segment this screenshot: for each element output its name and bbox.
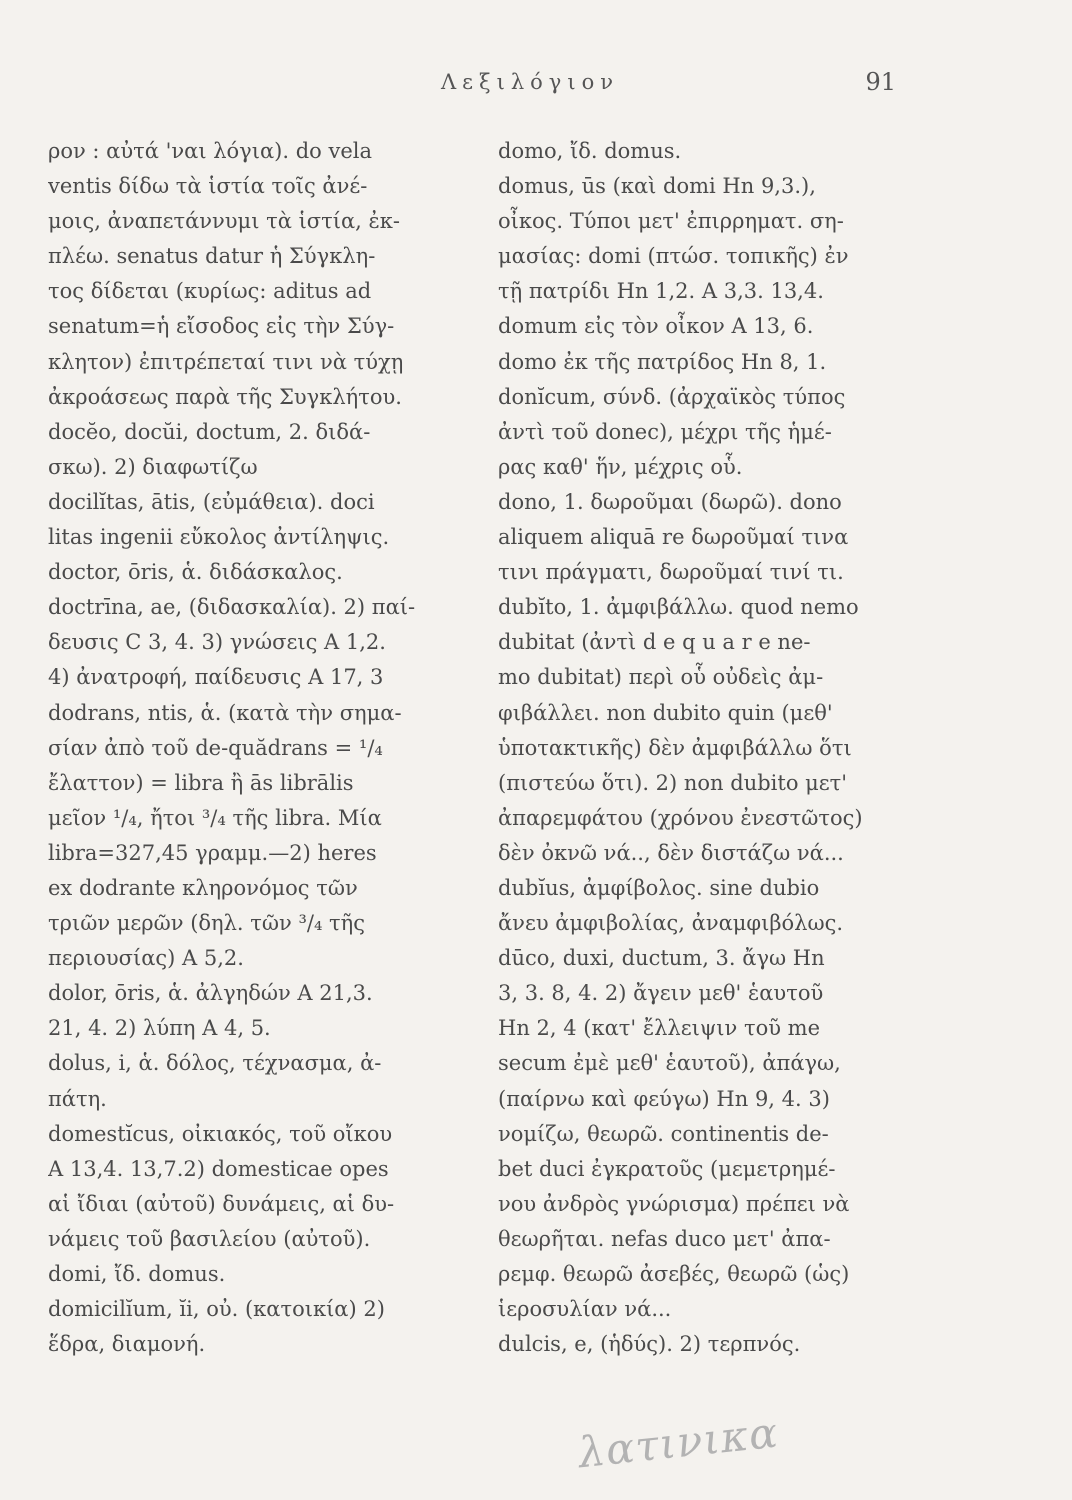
entry-line: doctor, ōris, ἁ. διδάσκαλος. (48, 560, 343, 585)
entry-line: dubitat (ἀντὶ d e q u a r e ne- (498, 630, 811, 655)
entry-line: νομίζω, θεωρῶ. continentis de- (498, 1121, 829, 1146)
entry-line: θεωρῆται. nefas duco μετ' ἀπα- (498, 1226, 831, 1251)
entry-line: φιβάλλει. non dubito quin (μεθ' (498, 700, 833, 725)
entry-line: ἀντὶ τοῦ donec), μέχρι τῆς ἡμέ- (498, 419, 832, 444)
entry-line: domo, ἴδ. domus. (498, 139, 682, 163)
entry-line: ἀπαρεμφάτου (χρόνου ἐνεστῶτος) (498, 805, 863, 830)
entry-line: 4) ἀνατροφή, παίδευσις A 17, 3 (48, 665, 384, 690)
entry-line: τῇ πατρίδι Hn 1,2. A 3,3. 13,4. (498, 279, 824, 304)
entry-line: dolor, ōris, ἁ. ἀλγηδών A 21,3. (48, 981, 373, 1006)
entry-line: νου ἀνδρὸς γνώρισμα) πρέπει νὰ (498, 1191, 850, 1216)
entry-line: σκω). 2) διαφωτίζω (48, 454, 258, 479)
entry-line: ex dodrante κληρονόμος τῶν (48, 875, 358, 900)
entry-line: οἶκος. Τύποι μετ' ἐπιρρηματ. ση- (498, 209, 844, 234)
entry-line: domicilĭum, ĭi, οὐ. (κατοικία) 2) (48, 1297, 385, 1322)
entry-line: αἱ ἴδιαι (αὐτοῦ) δυνάμεις, αἱ δυ- (48, 1191, 395, 1216)
entry-line: aliquem aliquā re δωροῦμαί τινα (498, 525, 849, 550)
entry-line: dubĭus, ἀμφίβολος. sine dubio (498, 875, 820, 900)
entry-line: τριῶν μερῶν (δηλ. τῶν ³/₄ τῆς (48, 911, 366, 936)
entry-line: Hn 2, 4 (κατ' ἔλλειψιν τοῦ me (498, 1016, 821, 1041)
entry-line: dubĭto, 1. ἀμφιβάλλω. quod nemo (498, 595, 859, 620)
entry-line: μοις, ἀναπετάννυμι τὰ ἱστία, ἐκ- (48, 209, 401, 234)
entry-line: domi, ἴδ. domus. (48, 1262, 226, 1286)
right-column (498, 134, 908, 1362)
entry-line: ventis δίδω τὰ ἱστία τοῖς ἀνέ- (48, 174, 368, 199)
entry-line: domum εἰς τὸν οἶκον A 13, 6. (498, 314, 814, 339)
entry-line: δευσις C 3, 4. 3) γνώσεις A 1,2. (48, 630, 386, 655)
entry-line: πλέω. senatus datur ἡ Σύγκλη- (48, 244, 376, 269)
entry-line: secum ἐμὲ μεθ' ἑαυτοῦ), ἀπάγω, (498, 1051, 841, 1076)
entry-line: libra=327,45 γραμμ.—2) heres (48, 840, 377, 865)
entry-line: τος δίδεται (κυρίως: aditus ad (48, 279, 372, 304)
entry-line: σίαν ἀπὸ τοῦ de-quădrans = ¹/₄ (48, 735, 383, 760)
entry-line: docĕo, docŭi, doctum, 2. διδά- (48, 419, 371, 444)
page-number: 91 (865, 68, 896, 96)
entry-line: ἀκροάσεως παρὰ τῆς Συγκλήτου. (48, 384, 402, 409)
running-head: Λεξιλόγιον (441, 70, 619, 94)
entry-line: ἄνευ ἀμφιβολίας, ἀναμφιβόλως. (498, 911, 844, 936)
entry-line: mo dubitat) περὶ οὗ οὐδεὶς ἀμ- (498, 665, 824, 690)
entry-line: dodrans, ntis, ἁ. (κατὰ τὴν σημα- (48, 700, 402, 725)
entry-line: dolus, i, ἁ. δόλος, τέχνασμα, ἀ- (48, 1051, 382, 1076)
handwritten-annotation: λατινικα (575, 1407, 781, 1478)
entry-line: doctrīna, ae, (διδασκαλία). 2) παί- (48, 595, 416, 620)
entry-line: ρον : αὐτά 'ναι λόγια). do vela (48, 139, 372, 163)
entry-line: κλητον) ἐπιτρέπεταί τινι νὰ τύχῃ (48, 349, 404, 374)
entry-line: 3, 3. 8, 4. 2) ἄγειν μεθ' ἑαυτοῦ (498, 981, 824, 1006)
entry-line: domestĭcus, οἰκιακός, τοῦ οἴκου (48, 1121, 393, 1146)
entry-line: περιουσίας) A 5,2. (48, 946, 244, 971)
entry-line: dono, 1. δωροῦμαι (δωρῶ). dono (498, 489, 842, 514)
entry-line: litas ingenii εὔκολος ἀντίληψις. (48, 525, 390, 550)
entry-line: dūco, duxi, ductum, 3. ἄγω Hn (498, 946, 825, 971)
entry-line: senatum=ἡ εἴσοδος εἰς τὴν Σύγ- (48, 314, 395, 339)
entry-line: ἱεροσυλίαν νά... (498, 1297, 672, 1322)
entry-line: μεῖον ¹/₄, ἤτοι ³/₄ τῆς libra. Μία (48, 805, 382, 830)
entry-line: (παίρνω καὶ φεύγω) Hn 9, 4. 3) (498, 1086, 830, 1111)
entry-line: bet duci ἐγκρατοῦς (μεμετρημέ- (498, 1156, 836, 1181)
entry-line: domus, ūs (καὶ domi Hn 9,3.), (498, 174, 816, 199)
entry-line: μασίας: domi (πτώσ. τοπικῆς) ἐν (498, 244, 849, 269)
entry-line: πάτη. (48, 1086, 107, 1111)
entry-line: ρεμφ. θεωρῶ ἀσεβές, θεωρῶ (ὡς) (498, 1262, 850, 1286)
entry-line: ρας καθ' ἥν, μέχρις οὗ. (498, 454, 743, 479)
entry-line: (πιστεύω ὅτι). 2) non dubito μετ' (498, 770, 848, 795)
entry-line: docilĭtas, ātis, (εὐμάθεια). doci (48, 489, 375, 514)
entry-line: ἔλαττον) = libra ἢ ās librālis (48, 770, 354, 795)
entry-line: δὲν ὀκνῶ νά.., δὲν διστάζω νά... (498, 840, 844, 865)
entry-line: νάμεις τοῦ βασιλείου (αὐτοῦ). (48, 1226, 371, 1251)
entry-line: A 13,4. 13,7.2) domesticae opes (48, 1156, 389, 1181)
entry-line: τινι πράγματι, δωροῦμαί τινί τι. (498, 560, 844, 585)
entry-line: donĭcum, σύνδ. (ἀρχαϊκὸς τύπος (498, 384, 846, 409)
entry-line: 21, 4. 2) λύπη A 4, 5. (48, 1016, 271, 1041)
entry-line: ὑποτακτικῆς) δὲν ἀμφιβάλλω ὅτι (498, 735, 852, 760)
entry-line: domo ἐκ τῆς πατρίδος Hn 8, 1. (498, 349, 827, 374)
entry-line: ἕδρα, διαμονή. (48, 1332, 206, 1357)
left-column (48, 134, 468, 1362)
entry-line: dulcis, e, (ἡδύς). 2) τερπνός. (498, 1332, 801, 1357)
